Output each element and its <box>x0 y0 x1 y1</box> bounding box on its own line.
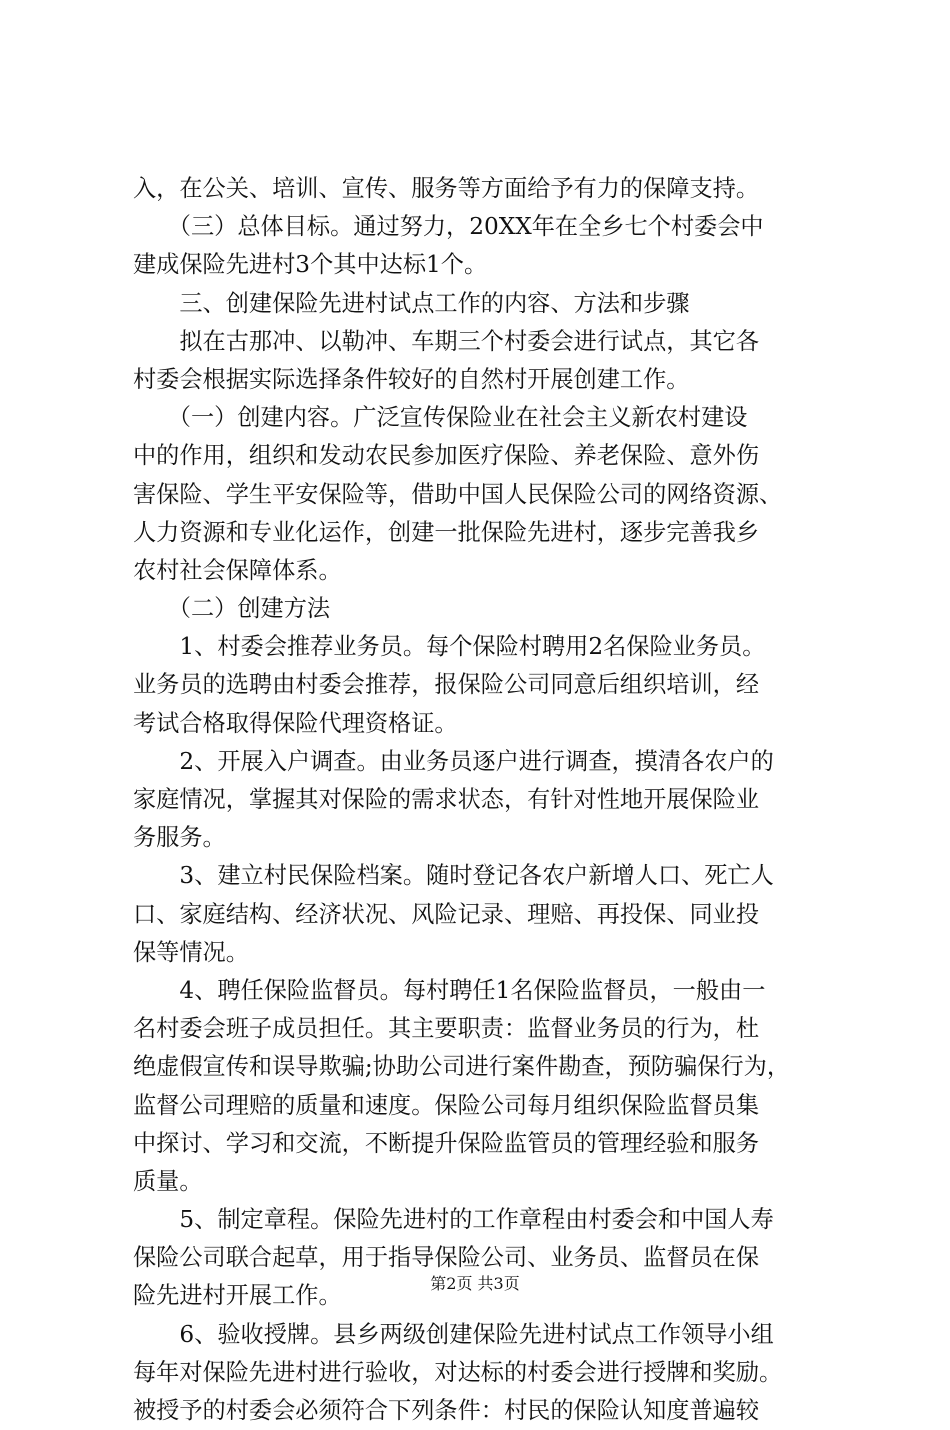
text-line: 建成保险先进村3个其中达标1个。 <box>133 251 488 279</box>
text-line: 绝虚假宣传和误导欺骗;协助公司进行案件勘查，预防骗保行为， <box>133 1053 791 1081</box>
text-line: 口、家庭结构、经济状况、风险记录、理赔、再投保、同业投 <box>133 900 760 928</box>
text-line: 名村委会班子成员担任。其主要职责：监督业务员的行为，杜 <box>133 1015 760 1043</box>
text-line: 6、验收授牌。县乡两级创建保险先进村试点工作领导小组 <box>133 1320 774 1348</box>
text-line: 保等情况。 <box>133 938 249 966</box>
text-line: 4、聘任保险监督员。每村聘任1名保险监督员，一般由一 <box>133 976 766 1004</box>
text-line: 务服务。 <box>133 824 226 852</box>
text-line: 5、制定章程。保险先进村的工作章程由村委会和中国人寿 <box>133 1206 774 1234</box>
text-line: 中的作用，组织和发动农民参加医疗保险、养老保险、意外伤 <box>133 442 760 470</box>
text-line: 监督公司理赔的质量和速度。保险公司每月组织保险监督员集 <box>133 1091 760 1119</box>
text-line: （一）创建内容。广泛宣传保险业在社会主义新农村建设 <box>133 404 748 432</box>
text-line: 农村社会保障体系。 <box>133 556 342 584</box>
text-line: 中探讨、学习和交流，不断提升保险监管员的管理经验和服务 <box>133 1129 760 1157</box>
text-line: （三）总体目标。通过努力，20XX年在全乡七个村委会中 <box>133 213 764 241</box>
text-line: 保险公司联合起草，用于指导保险公司、业务员、监督员在保 <box>133 1244 760 1272</box>
text-line: 被授予的村委会必须符合下列条件：村民的保险认知度普遍较 <box>133 1397 760 1424</box>
text-line: 害保险、学生平安保险等，借助中国人民保险公司的网络资源、 <box>133 480 783 508</box>
text-line: 考试合格取得保险代理资格证。 <box>133 709 458 737</box>
text-line: 质量。 <box>133 1167 203 1195</box>
text-line: 入，在公关、培训、宣传、服务等方面给予有力的保障支持。 <box>133 175 760 202</box>
document-body <box>133 170 833 1430</box>
text-line: 险先进村开展工作。 <box>133 1282 342 1310</box>
page-footer: 第2页 共3页 <box>430 1274 520 1293</box>
text-line: 1、村委会推荐业务员。每个保险村聘用2名保险业务员。 <box>133 633 766 661</box>
text-line: 村委会根据实际选择条件较好的自然村开展创建工作。 <box>133 365 690 393</box>
section-heading: 三、创建保险先进村试点工作的内容、方法和步骤 <box>133 289 690 317</box>
subsection-heading: （二）创建方法 <box>133 595 331 623</box>
text-line: 家庭情况，掌握其对保险的需求状态，有针对性地开展保险业 <box>133 786 760 813</box>
text-line: 拟在古那冲、以勒冲、车期三个村委会进行试点，其它各 <box>133 327 760 355</box>
text-line: 人力资源和专业化运作，创建一批保险先进村，逐步完善我乡 <box>133 518 760 546</box>
text-line: 每年对保险先进村进行验收，对达标的村委会进行授牌和奖励。 <box>133 1358 783 1386</box>
text-line: 业务员的选聘由村委会推荐，报保险公司同意后组织培训，经 <box>133 671 760 699</box>
text-line: 2、开展入户调查。由业务员逐户进行调查，摸清各农户的 <box>133 747 774 775</box>
text-line: 3、建立村民保险档案。随时登记各农户新增人口、死亡人 <box>133 862 774 890</box>
